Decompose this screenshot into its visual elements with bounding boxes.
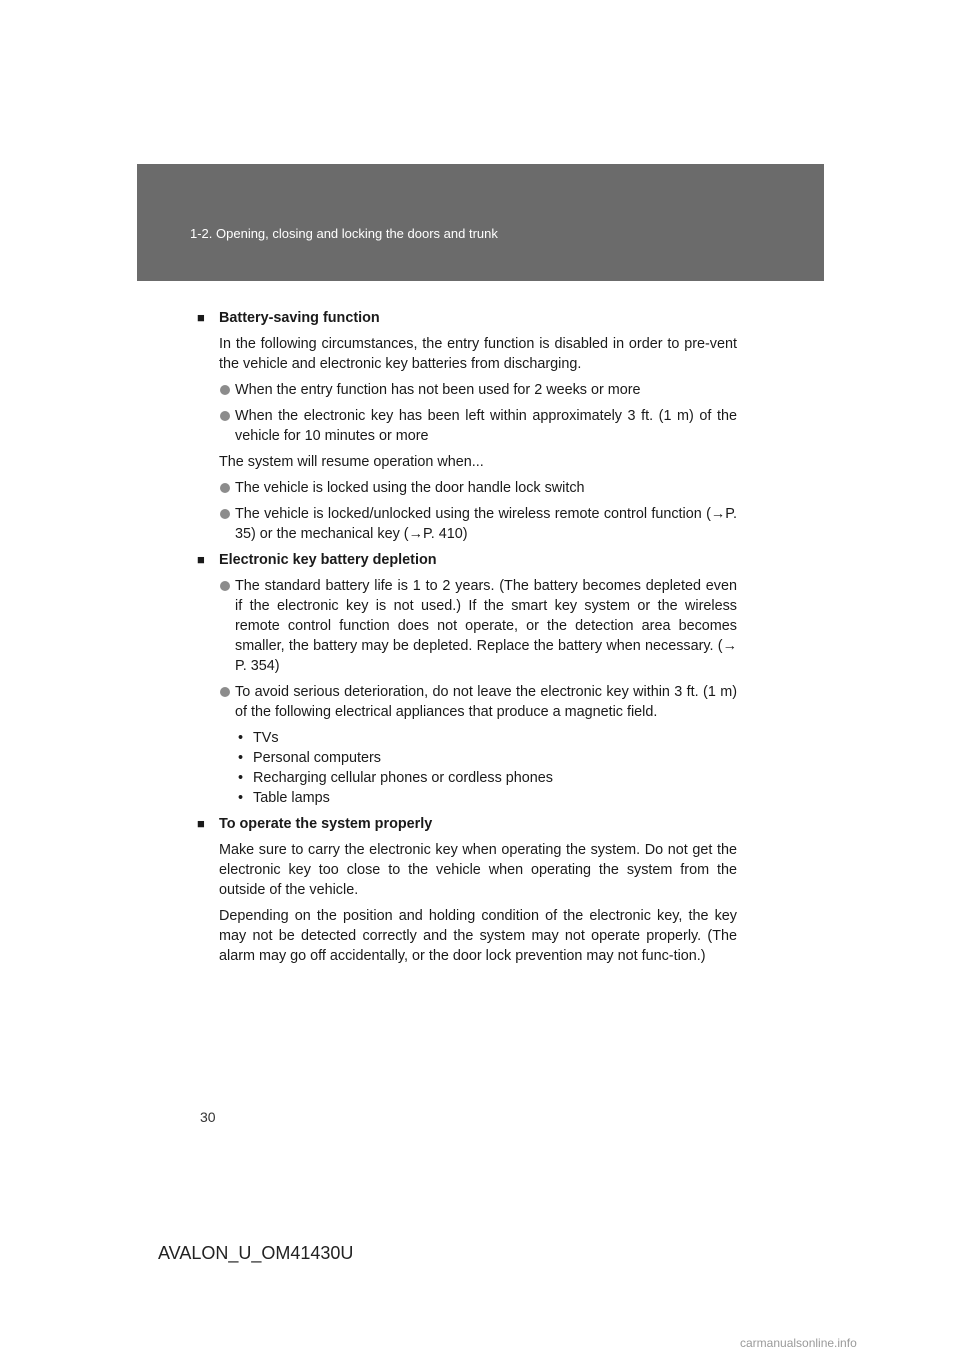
circle-bullet-icon [220,411,230,421]
paragraph: Depending on the position and holding condition of the electronic key, the key may not be detected correctly and the system may not operate properly. (The alarm may go off accidentally, or the door lock prevention may not func-tion.) [219,908,737,964]
circle-bullet-icon [220,385,230,395]
heading-text: To operate the system properly [219,816,433,832]
dot-bullet-icon: • [238,750,244,766]
list-item [219,478,737,498]
circle-bullet-icon [220,509,230,519]
sub-list-item [235,748,737,768]
header-bar [137,164,824,281]
paragraph: Make sure to carry the electronic key when operating the system. Do not get the electronic key too close to the vehicle when operating the system from the outside of the vehicle. [219,842,737,898]
dot-bullet-icon: • [238,730,244,746]
square-bullet-icon: ■ [197,816,205,831]
sub-list-item [235,768,737,788]
list-item-text: To avoid serious deterioration, do not leave the electronic key within 3 ft. (1 m) of the following electrical appliances that produce a magnetic field. [235,684,737,720]
square-bullet-icon: ■ [197,552,205,567]
list-item [219,682,737,722]
dot-bullet-icon: • [238,770,244,786]
paragraph: In the following circumstances, the entry function is disabled in order to pre-vent the vehicle and electronic key batteries from discharging. [219,336,737,372]
heading-text: Electronic key battery depletion [219,552,437,568]
paragraph: The system will resume operation when... [219,454,484,470]
sub-list-item-text: Personal computers [253,750,381,766]
sub-list-item-text: TVs [253,730,279,746]
circle-bullet-icon [220,483,230,493]
list-item [219,576,737,676]
list-item-text: When the entry function has not been used for 2 weeks or more [235,382,641,398]
list-item [219,504,737,544]
watermark: carmanualsonline.info [740,1336,857,1350]
section-title: 1-2. Opening, closing and locking the doors and trunk [190,226,498,241]
page-content [197,308,737,972]
page-number: 30 [200,1109,216,1125]
section-heading-battery-saving [197,308,737,328]
section-heading-operate-properly [197,814,737,834]
square-bullet-icon: ■ [197,310,205,325]
appliance-list [235,728,737,808]
section-heading-battery-depletion [197,550,737,570]
list-item-text: The vehicle is locked/unlocked using the wireless remote control function (→P. 35) or the mechanical key (→P. 410) [235,506,737,542]
document-code: AVALON_U_OM41430U [158,1243,354,1263]
list-item [219,380,737,400]
list-item-text: The vehicle is locked using the door handle lock switch [235,480,585,496]
list-item [219,406,737,446]
list-item-text: The standard battery life is 1 to 2 years. (The battery becomes depleted even if the electronic key is not used.) If the smart key system or the wireless remote control function does not operate, or the detection area becomes smaller, the battery may be depleted. Replace the battery when necessary. (→ P. 354) [235,578,737,674]
heading-text: Battery-saving function [219,310,380,326]
list-item-text: When the electronic key has been left within approximately 3 ft. (1 m) of the vehicle for 10 minutes or more [235,408,737,444]
circle-bullet-icon [220,581,230,591]
dot-bullet-icon: • [238,790,244,806]
sub-list-item [235,788,737,808]
sub-list-item [235,728,737,748]
sub-list-item-text: Recharging cellular phones or cordless phones [253,770,553,786]
sub-list-item-text: Table lamps [253,790,330,806]
circle-bullet-icon [220,687,230,697]
